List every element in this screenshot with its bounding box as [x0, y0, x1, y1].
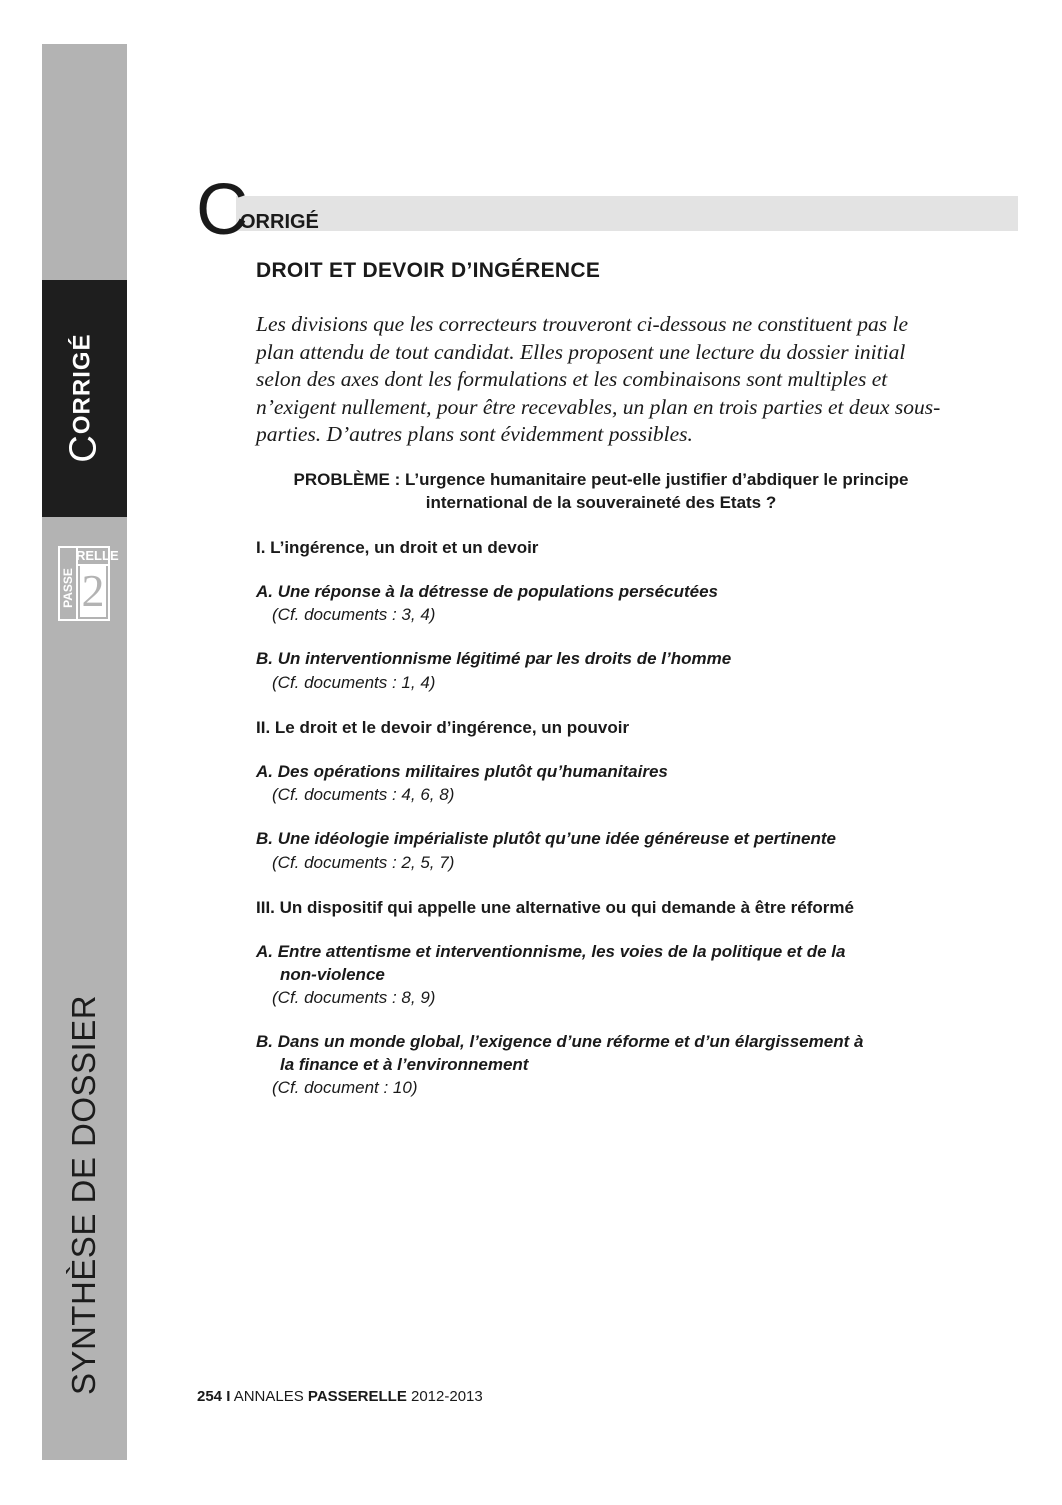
part-2-title: II. Le droit et le devoir d’ingérence, un pouvoir: [256, 718, 630, 737]
part-3-b-cf: (Cf. document : 10): [272, 1078, 418, 1097]
page-subtitle: DROIT ET DEVOIR D’INGÉRENCE: [256, 259, 601, 282]
sidebar-chapter-label: SYNTHÈSE DE DOSSIER: [65, 994, 102, 1396]
part-1-b: [256, 648, 946, 671]
page-number: 254: [197, 1388, 223, 1405]
part-1-b-title: B. Un interventionnisme légitimé par les droits de l’homme: [256, 649, 732, 668]
part-3-b-title: B. Dans un monde global, l’exigence d’une réforme et d’un élargissement à: [256, 1032, 864, 1051]
part-2-a-title: A. Des opérations militaires plutôt qu’humanitaires: [256, 762, 668, 781]
footer-years: 2012-2013: [411, 1388, 483, 1405]
passerelle-logo: [58, 546, 119, 621]
part-3-b-title-cont: la finance et à l’environnement: [280, 1054, 529, 1074]
footer-separator: I: [226, 1388, 231, 1405]
part-3-a-cf: (Cf. documents : 8, 9): [272, 988, 436, 1007]
intro-paragraph: Les divisions que les correcteurs trouveront ci-dessous ne constituent pas le plan attendu de tout candidat. Elles proposent une lecture du dossier initial selon des axes dont les formulations et les combinaisons sont multiples et n’exigent nullement, pour être recevables, un plan en trois parties et deux sous-parties. D’autres plans sont évidemment possibles.: [256, 312, 941, 446]
problem-line-1: PROBLÈME : L’urgence humanitaire peut-elle justifier d’abdiquer le principe: [293, 470, 909, 489]
part-1-a-cf: (Cf. documents : 3, 4): [272, 605, 436, 624]
part-3-a: [256, 941, 946, 986]
footer-brand: PASSERELLE: [307, 1388, 407, 1405]
part-3-a-title-cont: non-violence: [280, 964, 385, 984]
part-2-b-title: B. Une idéologie impérialiste plutôt qu’une idée généreuse et pertinente: [256, 829, 836, 848]
part-3-title: III. Un dispositif qui appelle une alternative ou qui demande à être réformé: [256, 898, 854, 917]
logo-side-text: PASSE: [61, 568, 75, 608]
part-2-b-cf: (Cf. documents : 2, 5, 7): [272, 853, 455, 872]
problem-line-2: international de la souveraineté des Etats ?: [425, 493, 777, 512]
part-1-title: I. L’ingérence, un droit et un devoir: [256, 538, 539, 557]
sidebar-section-label: [63, 333, 106, 462]
sidebar-section-initial: C: [62, 434, 105, 463]
part-1-a-title: A. Une réponse à la détresse de populations persécutées: [256, 582, 718, 601]
heading-initial: C: [196, 170, 248, 250]
part-3-a-title: A. Entre attentisme et interventionnisme, les voies de la politique et de la: [256, 942, 846, 961]
logo-top-text: RELLE: [76, 548, 108, 566]
problem-statement: [256, 468, 946, 514]
part-2-b: [256, 828, 946, 851]
part-2-a-cf: (Cf. documents : 4, 6, 8): [272, 785, 455, 804]
logo-side: [60, 548, 78, 619]
page-footer: [197, 1388, 483, 1405]
sidebar-section-rest: ORRIGÉ: [68, 333, 96, 435]
footer-annales: ANNALES: [233, 1388, 304, 1405]
part-2-a: [256, 761, 946, 784]
heading-band: [236, 196, 1018, 231]
logo-number: 2: [81, 565, 105, 616]
heading-title: ORRIGÉ: [240, 211, 319, 233]
part-1-b-cf: (Cf. documents : 1, 4): [272, 673, 436, 692]
part-1-a: [256, 581, 946, 604]
part-3-b: [256, 1031, 946, 1076]
